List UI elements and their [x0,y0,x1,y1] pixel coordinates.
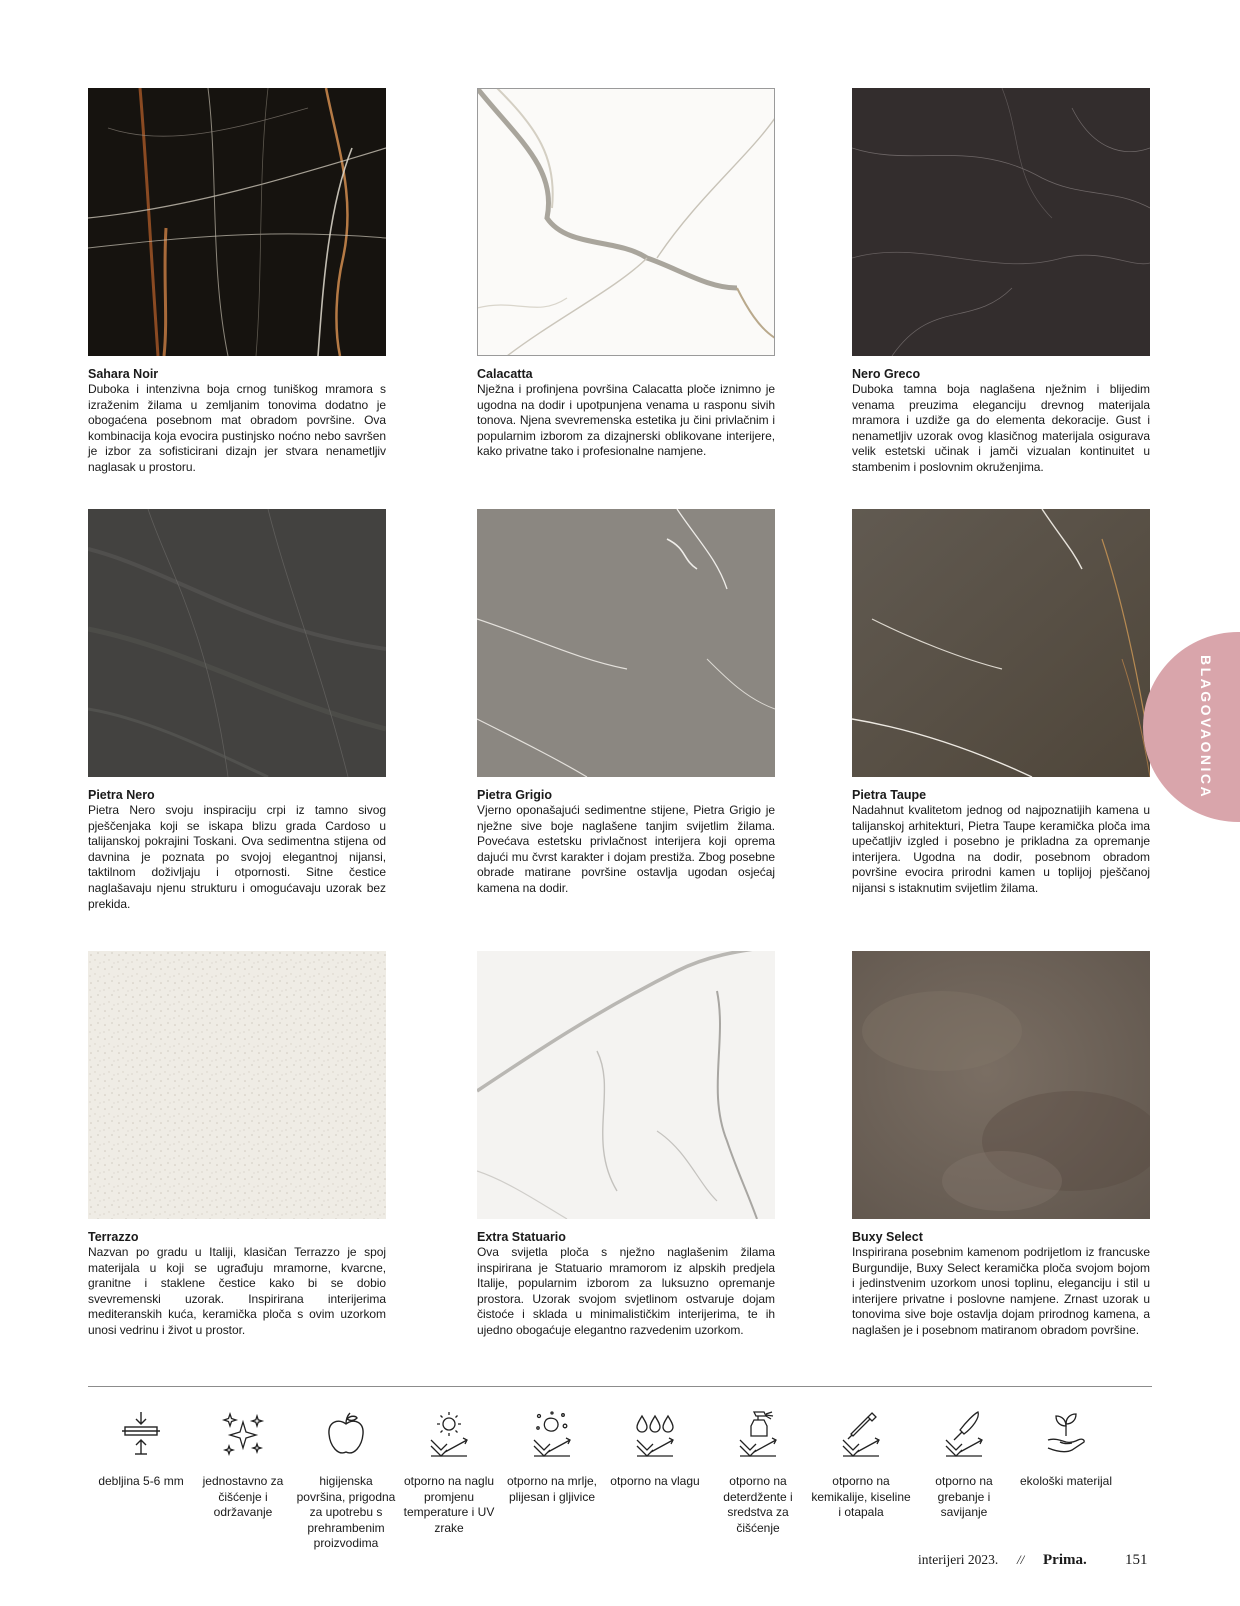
feature-label: ekološki materijal [1019,1474,1113,1488]
tile-swatch-pietra-grigio [477,509,775,777]
feature-label: otporno na kemikalije, kiseline i otapala [811,1474,911,1519]
product-description: Duboka tamna boja naglašena nježnim i blijedim venama preuzima eleganciju drevnog materijala mramora i uzdiže ga do elementa dekoracije. Gust i nenametljiv uzorak ovog klasičnog materijala osigurava velik estetski učinak i jamči vizualan kontinuitet u stambenim i poslovnim okruženjima. [852,382,1150,474]
product-card [88,509,386,912]
product-name: Buxy Select [852,1230,923,1244]
product-card [88,88,386,476]
feature-label: higijenska površina, prigodna za upotrebu s prehrambenim proizvodima [296,1474,396,1550]
tile-swatch-terrazzo [88,951,386,1219]
product-description: Nadahnut kvalitetom jednog od najpoznatijih kamena u talijanskoj arhitekturi, Pietra Taupe keramička ploča ima upečatljiv izgled i posebno je prikladna za opremanje interijera. Ugodna na dodir, posebnom obradom površine evocira prirodni kamen u toplijoj pješčanoj nijansi s istaknutim svijetlim žilama. [852,803,1150,895]
product-name: Terrazzo [88,1230,139,1244]
feature-label: jednostavno za čišćenje i održavanje [202,1474,284,1519]
knife-icon [942,1410,986,1460]
product-description: Ova svijetla ploča s nježno naglašenim žilama inspirirana je Statuario mramorom iz alpskih predjela Italije, popularnim izborom za luksuzno opremanje prostora. Uzorak svojom svjetlinom ostvaruje dojam čistoće i sklada u minimalističkim interijerima, te ih ujedno obogaćuje elegantno razvedenim uzorkom. [477,1245,775,1337]
tile-swatch-pietra-nero [88,509,386,777]
feature-label: otporno na vlagu [610,1474,700,1488]
feature-item [193,1410,293,1521]
feature-item [1016,1410,1116,1490]
footer-magazine: interijeri 2023. [918,1552,999,1567]
thickness-icon [119,1410,163,1460]
footer-brand-logo: Prima. [1043,1552,1087,1568]
feature-item [91,1410,191,1490]
product-card [477,88,775,460]
leaf-hand-icon [1044,1410,1088,1460]
apple-icon [324,1410,368,1460]
feature-item [296,1410,396,1552]
product-description: Vjerno oponašajući sedimentne stijene, Pietra Grigio je nježne sive boje naglašene tanjim svijetlim žilama. Povećava estetsku privlačnost interijera koji oprema dajući mu čvrst karakter i dojam prestiža. Zbog posebne obrade matirane površine ostavlja ugodan osjećaj kamena na dodir. [477,803,775,895]
feature-label: otporno na grebanje i savijanje [935,1474,993,1519]
footer-separator: // [1017,1552,1025,1567]
feature-item [708,1410,808,1536]
tile-swatch-calacatta [477,88,775,356]
feature-label: debljina 5-6 mm [98,1474,184,1488]
feature-label: otporno na deterdžente i sredstva za čišćenje [723,1474,793,1535]
feature-label: otporno na mrlje, plijesan i gljivice [506,1474,598,1504]
product-description: Nazvan po gradu u Italiji, klasičan Terrazzo je spoj materijala u koji se ugrađuju mramorne, kvarcne, granitne i staklene čestice kako bi se dobio svevremenski uzorak. Inspirirana interijerima mediteranskih kuća, keramička ploča s ovim uzorkom unosi vedrinu i život u prostor. [88,1245,386,1337]
product-name: Pietra Nero [88,788,155,802]
tile-swatch-sahara-noir [88,88,386,356]
product-description: Pietra Nero svoju inspiraciju crpi iz tamno sivog pješčenjaka koji se iskapa blizu grada Cardoso u talijanskoj pokrajini Toskani. Ova sedimentna stijena od davnina je poznata po svojoj elegantnoj nijansi, taktilnom doživljaju i otpornosti. Sitne čestice naglašavaju njenu strukturu i omogućavaju uzorak bez prekida. [88,803,386,911]
product-card [852,88,1150,476]
sparkle-icon [221,1410,265,1460]
feature-label: otporno na naglu promjenu temperature i UV zrake [403,1474,495,1535]
product-name: Sahara Noir [88,367,159,381]
feature-item [502,1410,602,1505]
product-description: Inspirirana posebnim kamenom podrijetlom iz francuske Burgundije, Buxy Select keramička ploča svojom bojom i jedinstvenim uzorkom unosi toplinu, eleganciju i stil u interijere privatne i poslovne namjene. Zrnast uzorak u tonovima sive boje ostavlja dojam prirodnog kamena, a naglašen je i posebnom matiranom obradom površine. [852,1245,1150,1337]
droplets-icon [633,1410,677,1460]
tile-swatch-nero-greco [852,88,1150,356]
product-description: Nježna i profinjena površina Calacatta ploče iznimno je ugodna na dodir i upotpunjena venama u rasponu sivih tonova. Njena svevremenska estetika ju čini privlačnim i popularnim izborom za dizajnerski oblikovane interijere, kako privatne tako i profesionalne namjene. [477,382,775,459]
tile-swatch-buxy-select [852,951,1150,1219]
section-tab-label: BLAGOVAONICA [1198,655,1214,800]
product-card [852,951,1150,1339]
pipette-icon [839,1410,883,1460]
tile-swatch-extra-statuario [477,951,775,1219]
product-card [88,951,386,1339]
product-name: Pietra Taupe [852,788,927,802]
product-name: Extra Statuario [477,1230,566,1244]
sun-icon [427,1410,471,1460]
product-card [477,509,775,897]
page-number: 151 [1125,1552,1148,1568]
stain-icon [530,1410,574,1460]
spray-bottle-icon [736,1410,780,1460]
feature-item [914,1410,1014,1521]
product-description: Duboka i intenzivna boja crnog tuniškog mramora s izraženim žilama u zemljanim tonovima dodatno je obogaćena posebnom mat obradom površine. Ova kombinacija koja evocira pustinjsko noćno nebo savršen je izbor za sofisticirani dizajn jer stvara nenametljiv naglasak u prostoru. [88,382,386,474]
tile-swatch-pietra-taupe [852,509,1150,777]
product-name: Pietra Grigio [477,788,553,802]
divider [88,1386,1152,1387]
product-name: Calacatta [477,367,533,381]
product-name: Nero Greco [852,367,921,381]
feature-item [399,1410,499,1536]
feature-item [811,1410,911,1521]
product-card [852,509,1150,897]
feature-item [605,1410,705,1490]
product-card [477,951,775,1339]
